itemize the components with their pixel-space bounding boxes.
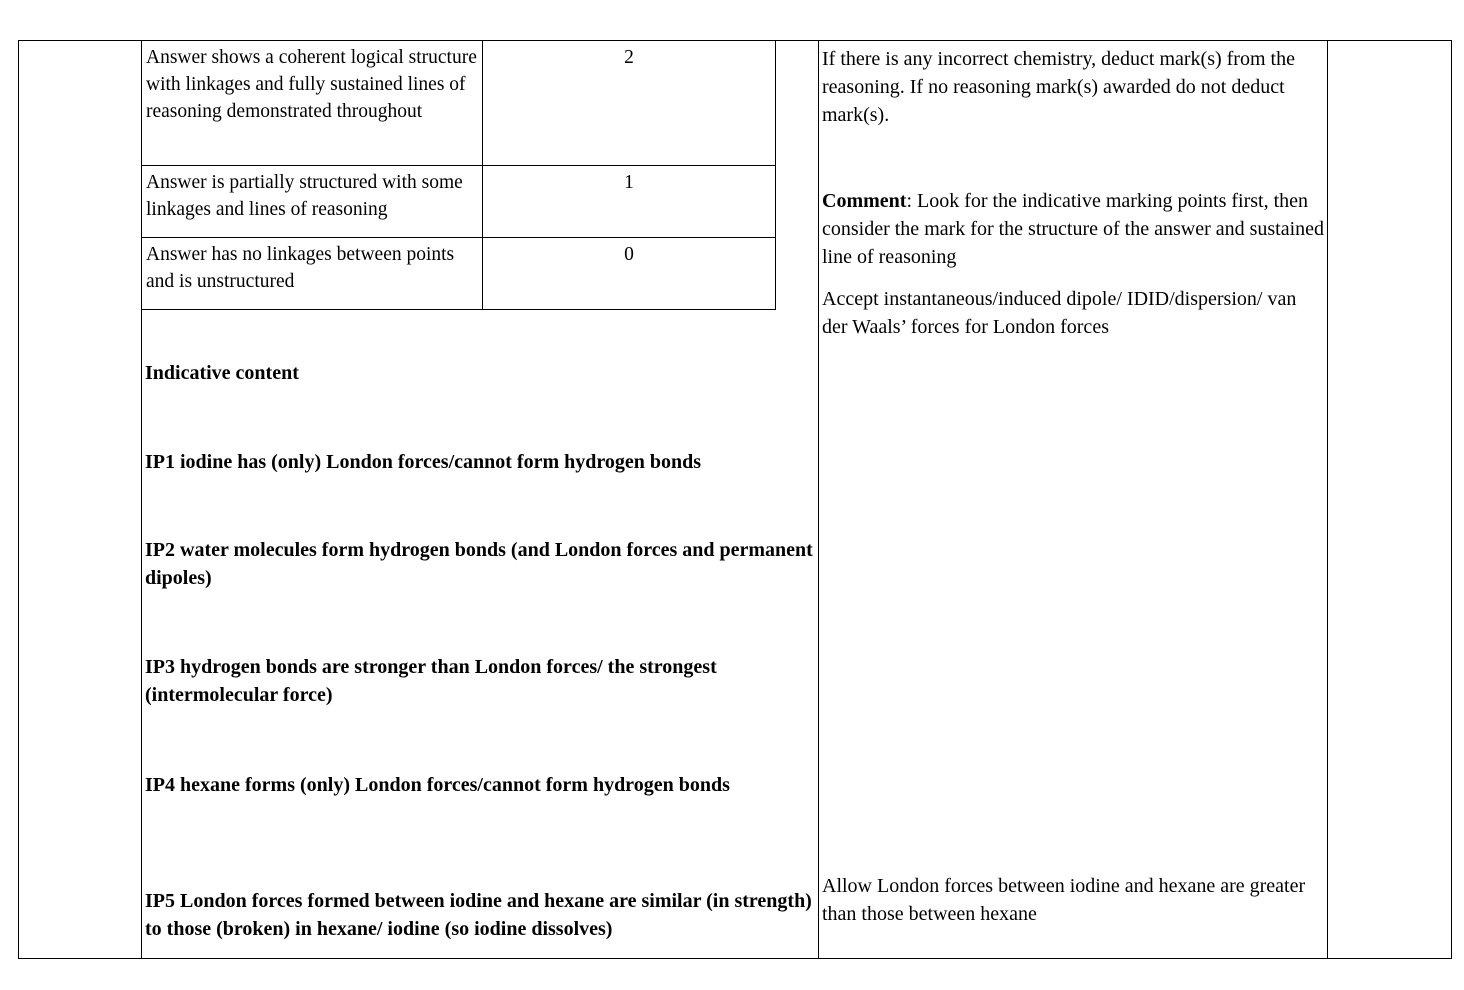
levels-grid: [142, 41, 776, 310]
guidance-accept-note: Accept instantaneous/induced dipole/ IDID/dispersion/ van der Waals’ forces for London forces: [822, 288, 1297, 338]
indicative-content-heading: Indicative content: [145, 362, 299, 384]
indicative-point-5: IP5 London forces formed between iodine and hexane are similar (in strength) to those (broken) in hexane/ iodine (so iodine dissolves): [145, 890, 812, 940]
question-number-column: [19, 41, 141, 958]
level-descriptor: Answer shows a coherent logical structure with linkages and fully sustained lines of reasoning demonstrated throughout: [142, 41, 483, 165]
level-mark: 1: [624, 172, 634, 193]
table-row: [142, 41, 775, 166]
indicative-point-3: IP3 hydrogen bonds are stronger than London forces/ the strongest (intermolecular force): [145, 656, 717, 706]
guidance-comment-note: [822, 187, 1325, 271]
level-mark: 2: [624, 47, 634, 68]
guidance-deduct-note: If there is any incorrect chemistry, deduct mark(s) from the reasoning. If no reasoning mark(s) awarded do not deduct mark(s).: [822, 48, 1295, 126]
mark-scheme-table: [18, 40, 1452, 959]
level-descriptor: Answer has no linkages between points and is unstructured: [142, 238, 483, 309]
indicative-point-4: IP4 hexane forms (only) London forces/cannot form hydrogen bonds: [145, 774, 730, 796]
table-row: [142, 166, 775, 238]
comment-label: Comment: [822, 190, 907, 212]
marks-column: [1328, 41, 1452, 958]
level-mark: 0: [624, 244, 634, 265]
table-row: [142, 238, 775, 310]
indicative-point-1: IP1 iodine has (only) London forces/cannot form hydrogen bonds: [145, 451, 702, 473]
level-descriptor: Answer is partially structured with some linkages and lines of reasoning: [142, 166, 483, 237]
guidance-allow-note: Allow London forces between iodine and hexane are greater than those between hexane: [822, 875, 1306, 925]
column-divider-guidance: [818, 41, 819, 958]
indicative-point-2: IP2 water molecules form hydrogen bonds (and London forces and permanent dipoles): [145, 539, 813, 589]
comment-body: : Look for the indicative marking points first, then consider the mark for the structure of the answer and sustained line of reasoning: [822, 190, 1325, 268]
